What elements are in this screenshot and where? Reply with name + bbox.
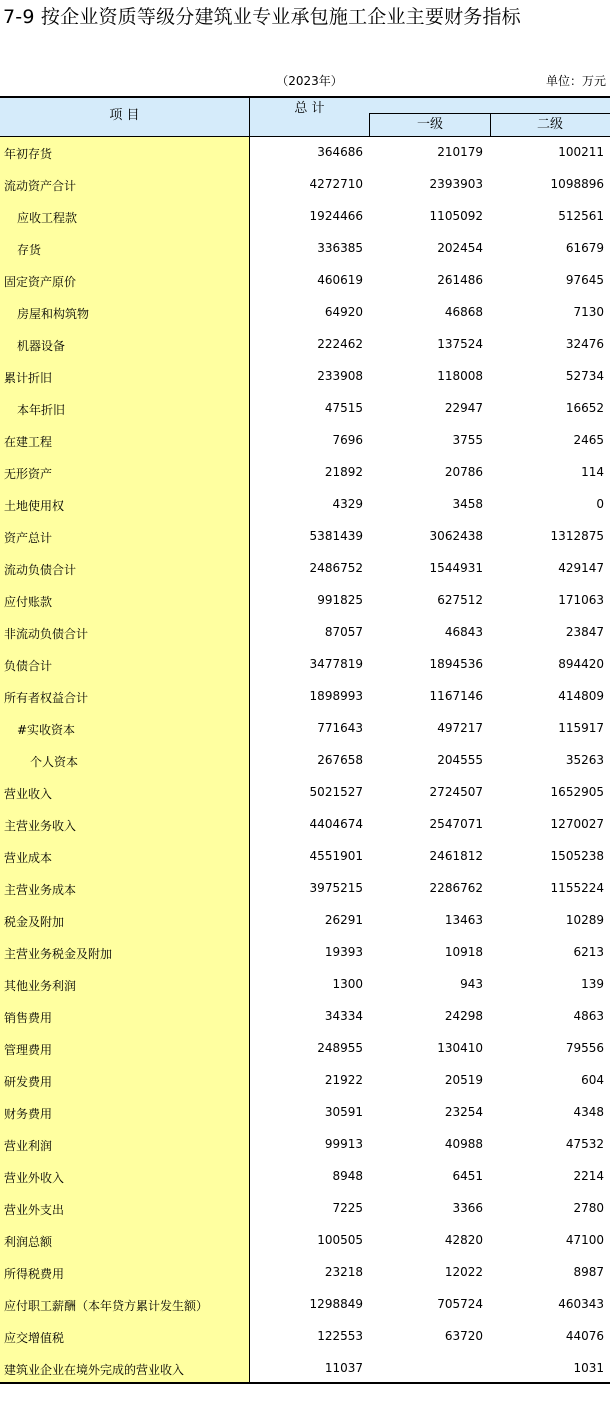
value-total: 4404674 bbox=[309, 817, 363, 831]
value-grade2: 429147 bbox=[558, 561, 604, 575]
row-label: 流动资产合计 bbox=[4, 179, 77, 193]
value-total: 364686 bbox=[317, 145, 363, 159]
row-label: 非流动负债合计 bbox=[4, 627, 89, 641]
value-grade2: 8987 bbox=[573, 1265, 604, 1279]
value-total: 1898993 bbox=[309, 689, 363, 703]
value-total: 3477819 bbox=[309, 657, 363, 671]
value-grade1: 23254 bbox=[444, 1105, 483, 1119]
value-grade2: 460343 bbox=[558, 1297, 604, 1311]
value-total: 99913 bbox=[324, 1137, 363, 1151]
value-total: 4329 bbox=[332, 497, 363, 511]
value-total: 7696 bbox=[332, 433, 363, 447]
value-grade1: 3366 bbox=[452, 1201, 483, 1215]
row-label: 所有者权益合计 bbox=[4, 691, 89, 705]
value-total: 64920 bbox=[324, 305, 363, 319]
value-grade1: 137524 bbox=[437, 337, 483, 351]
value-total: 23218 bbox=[324, 1265, 363, 1279]
value-grade2: 115917 bbox=[558, 721, 604, 735]
value-grade2: 1155224 bbox=[550, 881, 604, 895]
table-row bbox=[0, 489, 610, 521]
value-total: 122553 bbox=[317, 1329, 363, 1343]
value-grade1: 1544931 bbox=[429, 561, 483, 575]
value-grade1: 1167146 bbox=[429, 689, 483, 703]
table-row bbox=[0, 905, 610, 937]
row-label: 建筑业企业在境外完成的营业收入 bbox=[4, 1363, 185, 1377]
header-grade2: 二级 bbox=[490, 113, 610, 136]
row-label: 研发费用 bbox=[4, 1075, 53, 1089]
table-row bbox=[0, 745, 610, 777]
value-total: 460619 bbox=[317, 273, 363, 287]
row-label: 机器设备 bbox=[17, 339, 66, 353]
row-label: 本年折旧 bbox=[17, 403, 66, 417]
table-row bbox=[0, 393, 610, 425]
value-grade1: 40988 bbox=[444, 1137, 483, 1151]
value-total: 34334 bbox=[324, 1009, 363, 1023]
row-label: 土地使用权 bbox=[4, 499, 65, 513]
value-total: 1924466 bbox=[309, 209, 363, 223]
value-grade1: 46843 bbox=[444, 625, 483, 639]
value-grade2: 6213 bbox=[573, 945, 604, 959]
value-grade2: 1312875 bbox=[550, 529, 604, 543]
value-grade2: 16652 bbox=[565, 401, 604, 415]
value-grade2: 604 bbox=[581, 1073, 604, 1087]
value-total: 8948 bbox=[332, 1169, 363, 1183]
table-row bbox=[0, 1321, 610, 1353]
row-label: 税金及附加 bbox=[4, 915, 65, 929]
value-total: 87057 bbox=[324, 625, 363, 639]
value-grade1: 12022 bbox=[444, 1265, 483, 1279]
row-label: 应付职工薪酬（本年贷方累计发生额） bbox=[4, 1299, 209, 1313]
row-label: 管理费用 bbox=[4, 1043, 53, 1057]
value-total: 5021527 bbox=[309, 785, 363, 799]
table-row bbox=[0, 233, 610, 265]
value-grade2: 2780 bbox=[573, 1201, 604, 1215]
value-grade1: 705724 bbox=[437, 1297, 483, 1311]
table-row bbox=[0, 1065, 610, 1097]
value-total: 21922 bbox=[324, 1073, 363, 1087]
value-grade1: 204555 bbox=[437, 753, 483, 767]
row-label: 固定资产原价 bbox=[4, 275, 77, 289]
value-grade1: 1894536 bbox=[429, 657, 483, 671]
row-label: 应付账款 bbox=[4, 595, 53, 609]
value-total: 21892 bbox=[324, 465, 363, 479]
table-row bbox=[0, 265, 610, 297]
value-grade2: 23847 bbox=[565, 625, 604, 639]
value-grade1: 13463 bbox=[444, 913, 483, 927]
table-bottom-rule bbox=[0, 1382, 610, 1384]
value-grade1: 42820 bbox=[444, 1233, 483, 1247]
value-grade1: 63720 bbox=[444, 1329, 483, 1343]
row-label: 利润总额 bbox=[4, 1235, 53, 1249]
value-grade2: 1652905 bbox=[550, 785, 604, 799]
value-total: 30591 bbox=[324, 1105, 363, 1119]
page-title: 7-9 按企业资质等级分建筑业专业承包施工企业主要财务指标 bbox=[3, 6, 521, 28]
row-label: 财务费用 bbox=[4, 1107, 53, 1121]
value-grade1: 2724507 bbox=[429, 785, 483, 799]
unit-label: 单位：万元 bbox=[545, 74, 606, 88]
table-row bbox=[0, 361, 610, 393]
value-grade2: 35263 bbox=[565, 753, 604, 767]
table-row bbox=[0, 425, 610, 457]
table-row bbox=[0, 1129, 610, 1161]
table-row bbox=[0, 649, 610, 681]
row-label: 营业收入 bbox=[4, 787, 53, 801]
row-label: 销售费用 bbox=[4, 1011, 53, 1025]
row-label: 应收工程款 bbox=[17, 211, 78, 225]
table-row bbox=[0, 809, 610, 841]
value-grade2: 512561 bbox=[558, 209, 604, 223]
row-label: 存货 bbox=[17, 243, 42, 257]
value-grade1: 2393903 bbox=[429, 177, 483, 191]
value-grade1: 3062438 bbox=[429, 529, 483, 543]
row-label: 房屋和构筑物 bbox=[17, 307, 90, 321]
value-total: 7225 bbox=[332, 1201, 363, 1215]
table-row bbox=[0, 969, 610, 1001]
value-grade2: 2214 bbox=[573, 1169, 604, 1183]
value-total: 5381439 bbox=[309, 529, 363, 543]
table-row bbox=[0, 297, 610, 329]
table-row bbox=[0, 777, 610, 809]
value-grade1: 1105092 bbox=[429, 209, 483, 223]
value-grade2: 4863 bbox=[573, 1009, 604, 1023]
value-grade2: 0 bbox=[596, 497, 604, 511]
table-row bbox=[0, 1193, 610, 1225]
table-row bbox=[0, 841, 610, 873]
table-row bbox=[0, 1225, 610, 1257]
table-row bbox=[0, 1289, 610, 1321]
value-grade2: 61679 bbox=[565, 241, 604, 255]
table-row bbox=[0, 1353, 610, 1385]
value-grade1: 20519 bbox=[444, 1073, 483, 1087]
value-grade1: 3755 bbox=[452, 433, 483, 447]
row-label: 主营业务税金及附加 bbox=[4, 947, 113, 961]
value-grade2: 10289 bbox=[565, 913, 604, 927]
value-grade1: 202454 bbox=[437, 241, 483, 255]
value-grade2: 1031 bbox=[573, 1361, 604, 1375]
value-total: 267658 bbox=[317, 753, 363, 767]
row-label: 营业外收入 bbox=[4, 1171, 65, 1185]
value-grade1: 3458 bbox=[452, 497, 483, 511]
value-grade2: 414809 bbox=[558, 689, 604, 703]
value-grade2: 114 bbox=[581, 465, 604, 479]
value-grade2: 47100 bbox=[565, 1233, 604, 1247]
table-row bbox=[0, 201, 610, 233]
table-row bbox=[0, 169, 610, 201]
value-total: 19393 bbox=[324, 945, 363, 959]
row-label: 营业成本 bbox=[4, 851, 53, 865]
value-grade2: 79556 bbox=[565, 1041, 604, 1055]
row-label: 个人资本 bbox=[30, 755, 79, 769]
value-grade1: 2286762 bbox=[429, 881, 483, 895]
value-total: 336385 bbox=[317, 241, 363, 255]
row-label: 主营业务收入 bbox=[4, 819, 77, 833]
value-grade2: 1270027 bbox=[550, 817, 604, 831]
value-grade1: 24298 bbox=[444, 1009, 483, 1023]
value-total: 100505 bbox=[317, 1233, 363, 1247]
value-total: 26291 bbox=[324, 913, 363, 927]
value-grade2: 1098896 bbox=[550, 177, 604, 191]
header-total bbox=[250, 98, 369, 136]
row-label: 负债合计 bbox=[4, 659, 53, 673]
value-total: 4551901 bbox=[309, 849, 363, 863]
value-total: 3975215 bbox=[309, 881, 363, 895]
value-grade2: 894420 bbox=[558, 657, 604, 671]
value-grade1: 118008 bbox=[437, 369, 483, 383]
value-grade1: 261486 bbox=[437, 273, 483, 287]
value-total: 248955 bbox=[317, 1041, 363, 1055]
value-grade1: 46868 bbox=[444, 305, 483, 319]
table-row bbox=[0, 585, 610, 617]
row-label: 营业利润 bbox=[4, 1139, 53, 1153]
row-label: 所得税费用 bbox=[4, 1267, 65, 1281]
row-label: 年初存货 bbox=[4, 147, 53, 161]
header-total-label: 总 计 bbox=[294, 101, 325, 116]
table-row bbox=[0, 457, 610, 489]
table-row bbox=[0, 329, 610, 361]
value-grade2: 47532 bbox=[565, 1137, 604, 1151]
value-grade2: 2465 bbox=[573, 433, 604, 447]
value-total: 991825 bbox=[317, 593, 363, 607]
value-grade2: 7130 bbox=[573, 305, 604, 319]
row-label: 累计折旧 bbox=[4, 371, 53, 385]
value-grade1: 20786 bbox=[444, 465, 483, 479]
value-grade1: 6451 bbox=[452, 1169, 483, 1183]
table-row bbox=[0, 1161, 610, 1193]
header-grade1: 一级 bbox=[369, 113, 491, 136]
value-grade1: 2461812 bbox=[429, 849, 483, 863]
table-row bbox=[0, 553, 610, 585]
value-grade2: 52734 bbox=[565, 369, 604, 383]
header-item: 项 目 bbox=[0, 98, 250, 136]
value-total: 4272710 bbox=[309, 177, 363, 191]
table-row bbox=[0, 521, 610, 553]
value-grade1: 497217 bbox=[437, 721, 483, 735]
table-row bbox=[0, 681, 610, 713]
value-grade1: 943 bbox=[460, 977, 483, 991]
value-total: 47515 bbox=[324, 401, 363, 415]
row-label: 营业外支出 bbox=[4, 1203, 65, 1217]
value-grade1: 2547071 bbox=[429, 817, 483, 831]
table-row bbox=[0, 1001, 610, 1033]
row-label: 其他业务利润 bbox=[4, 979, 77, 993]
value-total: 1298849 bbox=[309, 1297, 363, 1311]
value-grade2: 4348 bbox=[573, 1105, 604, 1119]
row-label: #实收资本 bbox=[17, 723, 76, 737]
row-label: 在建工程 bbox=[4, 435, 53, 449]
value-total: 2486752 bbox=[309, 561, 363, 575]
value-total: 1300 bbox=[332, 977, 363, 991]
value-total: 233908 bbox=[317, 369, 363, 383]
value-grade1: 210179 bbox=[437, 145, 483, 159]
value-grade1: 130410 bbox=[437, 1041, 483, 1055]
table-row bbox=[0, 1033, 610, 1065]
table-row bbox=[0, 1257, 610, 1289]
row-label: 主营业务成本 bbox=[4, 883, 77, 897]
value-grade2: 171063 bbox=[558, 593, 604, 607]
value-grade2: 100211 bbox=[558, 145, 604, 159]
value-grade1: 10918 bbox=[444, 945, 483, 959]
table-row bbox=[0, 1097, 610, 1129]
table-row bbox=[0, 137, 610, 169]
table-header bbox=[0, 98, 610, 137]
value-total: 11037 bbox=[324, 1361, 363, 1375]
value-grade2: 44076 bbox=[565, 1329, 604, 1343]
table-row bbox=[0, 873, 610, 905]
table-row bbox=[0, 617, 610, 649]
row-label: 无形资产 bbox=[4, 467, 53, 481]
value-grade2: 139 bbox=[581, 977, 604, 991]
table-row bbox=[0, 713, 610, 745]
row-label: 流动负债合计 bbox=[4, 563, 77, 577]
value-grade2: 97645 bbox=[565, 273, 604, 287]
value-grade1: 22947 bbox=[444, 401, 483, 415]
value-total: 771643 bbox=[317, 721, 363, 735]
row-label: 资产总计 bbox=[4, 531, 53, 545]
value-total: 222462 bbox=[317, 337, 363, 351]
value-grade2: 1505238 bbox=[550, 849, 604, 863]
table-row bbox=[0, 937, 610, 969]
value-grade1: 627512 bbox=[437, 593, 483, 607]
value-grade2: 32476 bbox=[565, 337, 604, 351]
year-label: （2023年） bbox=[276, 74, 343, 88]
row-label: 应交增值税 bbox=[4, 1331, 65, 1345]
